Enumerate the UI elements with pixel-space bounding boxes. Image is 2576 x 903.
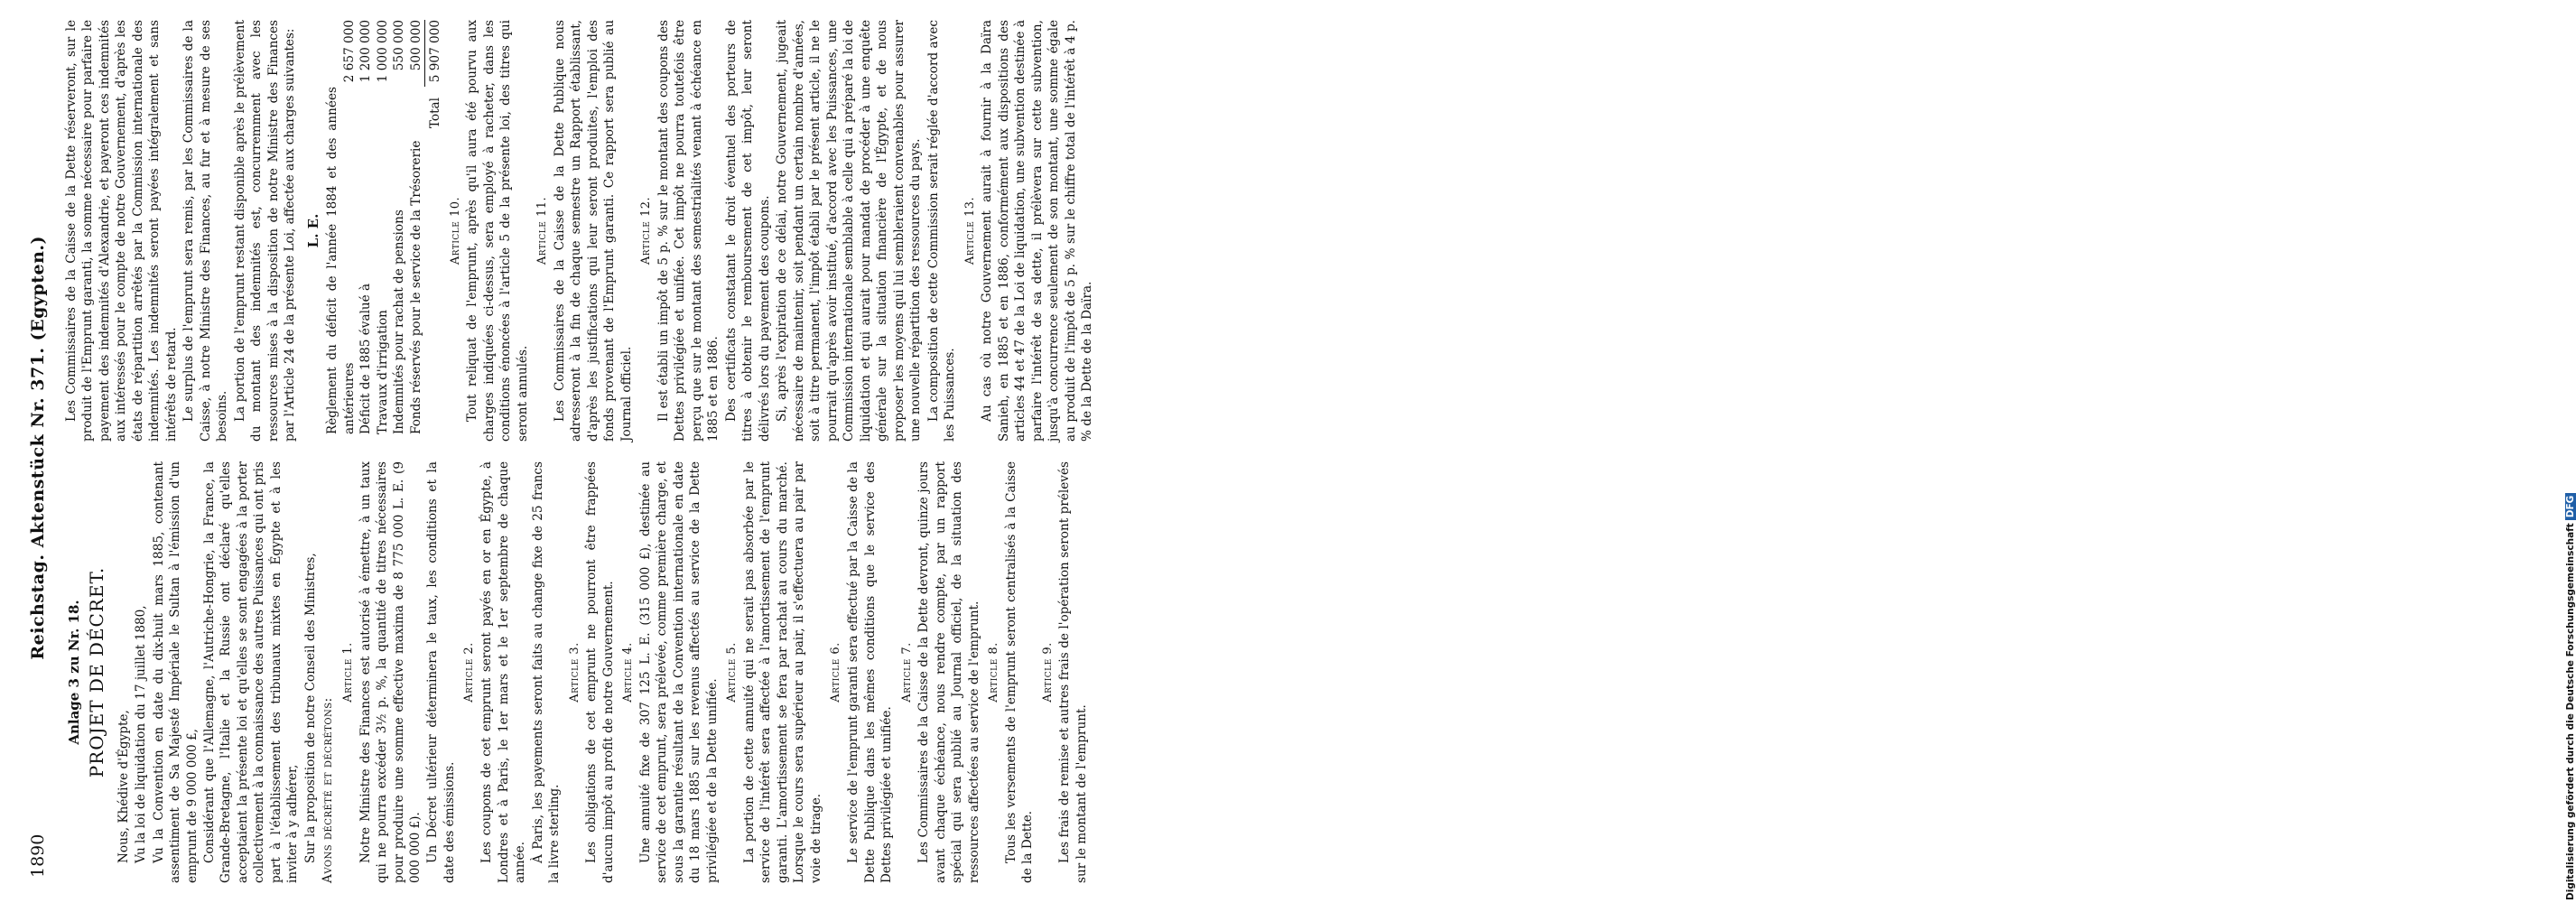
preamble-sur: Sur la proposition de notre Conseil des Ministres, (302, 553, 318, 863)
budget-total-label: Total (428, 98, 443, 129)
credit-line (2565, 214, 2576, 900)
article-3-heading: Article 3. (567, 642, 581, 703)
budget-row (358, 20, 374, 442)
budget-row (375, 20, 391, 442)
preamble-nous: Nous, Khédive d'Égypte, (116, 710, 131, 863)
currency-heading: L. E. (304, 213, 321, 248)
budget-total-row (425, 20, 444, 442)
budget-row-amount: 1 200 000 (358, 20, 374, 83)
article-12-heading: Article 12. (639, 196, 654, 265)
article-13-heading: Article 13. (963, 196, 977, 265)
article-9-heading: Article 9. (1040, 642, 1055, 703)
article-10-heading: Article 10. (448, 196, 462, 265)
article-7-text: Les Commissaires de la Caisse de la Dette devront, quinze jours avant chaque échéance, nous rendre compte, par un rapport spécial qui sera publié au Journal officiel, de la situation des ressources affectées au service de l'emprunt. (916, 461, 981, 883)
running-title-sub: (Egypten.) (28, 236, 48, 341)
budget-row (324, 20, 358, 442)
article-4-text: Une annuité fixe de 307 125 L. E. (315 000 £), destinée au service de cet emprunt, sera prélevée, comme première charge, et sous la garantie résultant de la Convention internationale en date du 18 mars 1885 sur les revenus affectés au service de la Dette privilégiée et de la Dette unifiée. (637, 461, 720, 883)
budget-table (324, 20, 443, 442)
budget-row (408, 20, 425, 442)
article-7-heading: Article 7. (899, 642, 914, 703)
remaining-funds-paragraph: La portion de l'emprunt restant disponible après le prélèvement du montant des indemnités est, concurremment avec les ressources mises à la disposition de notre Ministre des Finances par l'Article 24 de la présente Loi, affectée aux charges suivantes: (232, 20, 298, 442)
annex-heading: Anlage 3 zu Nr. 18. (66, 600, 82, 745)
article-8-heading: Article 8. (987, 642, 1001, 703)
preamble-vu-1: Vu la loi de liquidation du 17 juillet 1880, (134, 605, 149, 863)
page-header (27, 20, 63, 883)
budget-row-label: Fonds réservés pour le service de la Trésorerie (409, 140, 424, 434)
budget-row-label: Déficit de 1885 évalué à (358, 283, 374, 434)
article-8-text: Tous les versements de l'emprunt seront centralisés à la Caisse de la Dette. (1003, 461, 1036, 883)
article-12-text-c: Si, après l'expiration de ce délai, notre Gouvernement, jugeait nécessaire de maintenir, soit pendant un certain nombre d'années, soit à titre permanent, l'impôt établi par le présent article, il ne le pourrait qu'après avoir institué, d'accord avec les Puissances, une Commission internationale semblable à celle qui a préparé la loi de liquidation et qui aurait pour mandat de procéder à une enquête générale sur la situation financière de l'Égypte, et de nous proposer les moyens qui lui sembleraient convenables pour assurer une nouvelle répartition des ressources du pays. (775, 20, 924, 442)
article-10-text: Tout reliquat de l'emprunt, après qu'il aura été pourvu aux charges indiquées ci-dessus, sera employé à racheter, dans les conditions énoncées à l'article 5 de la présente loi, des titres qui seront annulés. (465, 20, 530, 442)
article-6-text: Le service de l'emprunt garanti sera effectué par la Caisse de la Dette Publique dans les mêmes conditions que le service des Dettes privilégiée et unifiée. (846, 461, 895, 883)
indemnities-paragraph: Les Commissaires de la Caisse de la Dette réserveront, sur le produit de l'Emprunt garanti, la somme nécessaire pour parfaire le payement des indemnités d'Alexandrie, et payeront ces indemnités aux intéressés pour le compte de notre Gouvernement, d'après les états de répartition arrêtés par la Commission internationale des indemnités. Les indemnités seront payées intégralement et sans intérêts de retard. (64, 20, 179, 442)
surplus-paragraph: Le surplus de l'emprunt sera remis, par les Commissaires de la Caisse, à notre Ministre des Finances, au fur et à mesure de ses besoins. (181, 20, 230, 442)
budget-row-label: Règlement du déficit de l'année 1884 et des années antérieures (325, 87, 357, 434)
article-2-text-a: Les coupons de cet emprunt seront payés en or en Égypte, à Londres et à Paris, le 1er mars et le 1er septembre de chaque année. (479, 461, 528, 883)
article-5-heading: Article 5. (725, 642, 739, 703)
document-page (9, 0, 1255, 903)
article-12-text-a: Il est établi un impôt de 5 p. % sur le montant des coupons des Dettes privilégiée et unifiée. Cet impôt ne pourra toutefois être perçu que sur le montant des semestrialités venant à échéance en 1885 et en 1886. (656, 20, 721, 442)
article-4-heading: Article 4. (621, 642, 636, 703)
budget-row-amount: 500 000 (408, 20, 425, 87)
article-12-text-b: Des certificats constatant le droit éventuel des porteurs de titres à obtenir le remboursement de cet impôt, leur seront délivrés lors du payement des coupons. (723, 20, 772, 442)
dfg-badge: DFG (2565, 493, 2576, 521)
budget-total-amount: 5 907 000 (428, 20, 443, 83)
preamble-considerant: Considérant que l'Allemagne, l'Autriche-Hongrie, la France, la Grande-Bretagne, l'Italie et la Russie ont déclaré qu'elles acceptaient la présente loi et qu'elles se sont engagées à la porter collectivement à la connaissance des autres Puissances qui ont pris part à l'établissement des tribunaux mixtes en Égypte et à les inviter à y adhérer, (202, 461, 301, 883)
budget-row-amount: 2 657 000 (341, 20, 357, 83)
decree-title: PROJET DE DÉCRET. (86, 566, 108, 778)
budget-row-amount: 550 000 (392, 20, 407, 71)
budget-row-label: Travaux d'irrigation (375, 310, 390, 434)
budget-row-label: Indemnités pour rachat de pensions (392, 209, 407, 434)
left-column (63, 461, 1097, 883)
article-11-heading: Article 11. (535, 196, 550, 265)
page-number: 1890 (28, 833, 48, 878)
running-title (27, 236, 51, 660)
budget-row (391, 20, 407, 442)
article-5-text: La portion de cette annuité qui ne serait pas absorbée par le service de l'intérêt sera affectée à l'amortissement de l'emprunt garanti. L'amortissement se fera par rachat au cours du marché. Lorsque le cours sera supérieur au pair, il s'effectuera au pair par voie de tirage. (741, 461, 823, 883)
article-12-text-d: La composition de cette Commission serait réglée d'accord avec les Puissances. (925, 20, 958, 442)
article-2-text-b: À Paris, les payements seront faits au change fixe de 25 francs la livre sterling. (530, 461, 563, 883)
article-11-text: Les Commissaires de la Caisse de la Dette Publique nous adresseront à la fin de chaque semestre un Rapport établissant, d'après les justifications qui leur seront produites, l'emploi des fonds provenant de l'Emprunt garanti. Ce rapport sera publié au Journal officiel. (552, 20, 634, 442)
article-13-text: Au cas où notre Gouvernement aurait à fournir à la Daïra Sanieh, en 1885 et en 1886, conformément aux dispositions des articles 44 et 47 de la Loi de liquidation, une subvention destinée à parfaire l'intérêt de sa dette, il prélèvera sur cette subvention, jusqu'à concurrence seulement de son montant, une somme égale au produit de l'impôt de 5 p. % sur le chiffre total de l'intérêt à 4 p. % de la Dette de la Daïra. (980, 20, 1095, 442)
budget-row-amount: 1 000 000 (375, 20, 390, 83)
article-2-heading: Article 2. (462, 642, 477, 703)
two-column-body (63, 20, 1097, 883)
article-1-heading: Article 1. (340, 642, 355, 703)
credit-text: Digitalisierung gefördert durch die Deutsche Forschungsgemeinschaft (2565, 523, 2576, 900)
preamble-avons: Avons décrété et décrétons: (321, 697, 336, 883)
digitization-credit (1271, 0, 2576, 903)
right-column (63, 20, 1097, 442)
preamble-vu-2: Vu la Convention en date du dix-huit mars 1885, contenant assentiment de Sa Majesté Impériale le Sultan à l'émission d'un emprunt de 9 000 000 £, (151, 461, 200, 883)
article-6-heading: Article 6. (829, 642, 843, 703)
article-1-text-a: Notre Ministre des Finances est autorisé à émettre, à un taux qui ne pourra excéder 3½ p. %, la quantité de titres nécessaires pour produire une somme effective maxima de 8 775 000 L. E. (9 000 000 £). (358, 461, 423, 883)
article-1-text-b: Un Décret ultérieur déterminera le taux, les conditions et la date des émissions. (425, 461, 457, 883)
article-9-text: Les frais de remise et autres frais de l'opération seront prélevés sur le montant de l'emprunt. (1057, 461, 1089, 883)
running-title-main: Reichstag. Aktenstück Nr. 371. (28, 347, 48, 660)
article-3-text: Les obligations de cet emprunt ne pourront être frappées d'aucun impôt au profit de notre Gouvernement. (584, 461, 616, 883)
